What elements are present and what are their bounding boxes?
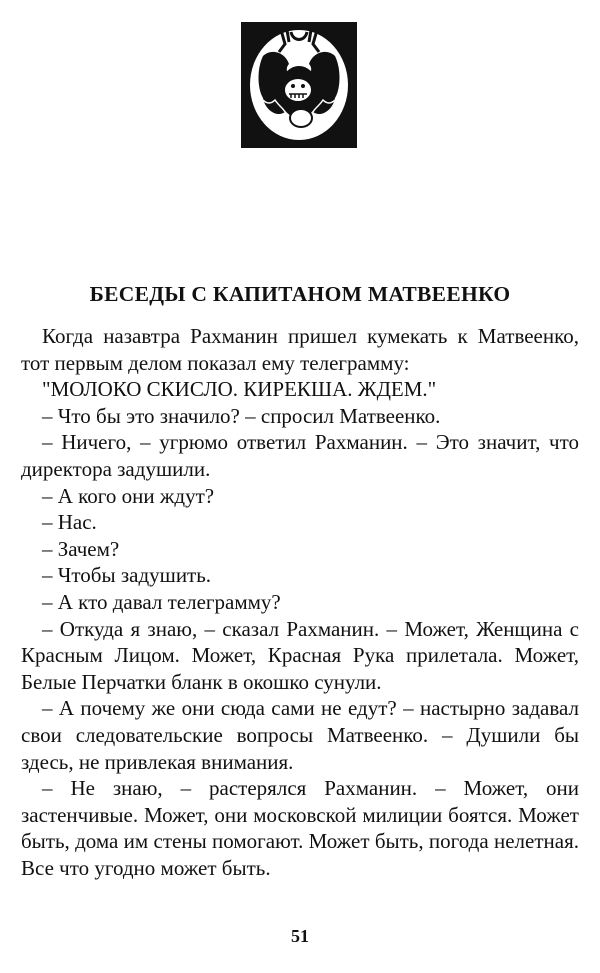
chapter-text xyxy=(21,323,579,881)
page-number: 51 xyxy=(291,926,309,946)
paragraph: – А кто давал телеграмму? xyxy=(42,589,281,614)
paragraph: – А почему же они сюда сами не едут? – настырно задавал свои следовательские вопросы Матвеенко. – Душили бы здесь, не привлекая внимания. xyxy=(21,696,579,774)
paragraph: – Что бы это значило? – спросил Матвеенко. xyxy=(42,403,441,428)
paragraph: – А кого они ждут? xyxy=(42,483,215,508)
paragraph: – Чтобы задушить. xyxy=(42,563,212,588)
paragraph: – Нас. xyxy=(42,510,97,535)
paragraph: – Откуда я знаю, – сказал Рахманин. – Может, Женщина с Красным Лицом. Может, Красная Рука прилетала. Может, Белые Перчатки бланк в окошко сунули. xyxy=(21,616,579,694)
paragraph: – Ничего, – угрюмо ответил Рахманин. – Это значит, что директора задушили. xyxy=(21,430,579,481)
paragraph: – Зачем? xyxy=(42,536,120,561)
paragraph: Когда назавтра Рахманин пришел кумекать к Матвеенко, тот первым делом показал ему телеграмму: xyxy=(21,324,579,375)
paragraph: "МОЛОКО СКИСЛО. КИРЕКША. ЖДЕМ." xyxy=(42,377,437,402)
paragraph: – Не знаю, – растерялся Рахманин. – Может, они застенчивые. Может, они московской милиции боятся. Может быть, дома им стены помогают. Может быть, погода нелетная. Все что угодно может быть. xyxy=(21,776,579,880)
chapter-title: БЕСЕДЫ С КАПИТАНОМ МАТВЕЕНКО xyxy=(89,282,511,306)
bat-creature-emblem-icon xyxy=(241,22,357,148)
